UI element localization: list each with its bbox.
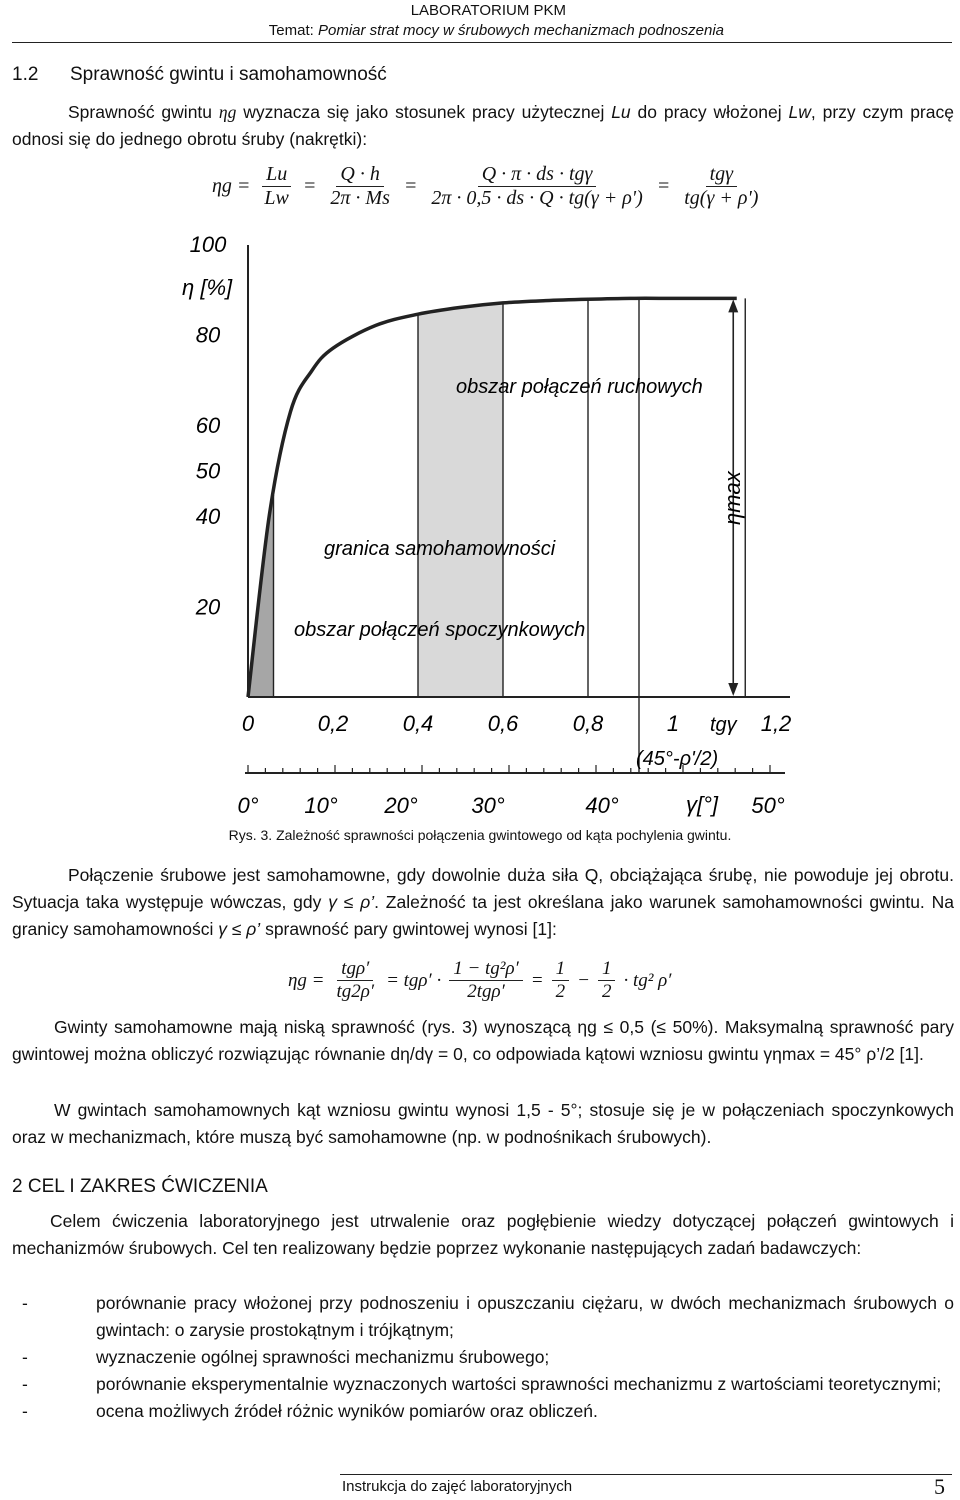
efficiency-chart bbox=[170, 225, 810, 825]
x-tick-label: 1 bbox=[666, 711, 680, 736]
y-tick-label: 80 bbox=[195, 322, 221, 348]
para2-text-a: Połączenie śrubowe jest samohamowne, gdy dowolnie duża siła Q, obciążająca śrubę, nie powoduje jej obrotu. Sytuacja taka występuje wówczas, gdy bbox=[12, 865, 954, 912]
intro-text-c: do pracy włożonej bbox=[630, 102, 789, 122]
self-lock-label: granica samohamowności bbox=[324, 538, 556, 560]
y-tick-label: 40 bbox=[195, 503, 221, 529]
formula2-frac4: $\frac{1}{2}$ bbox=[598, 958, 616, 1003]
eta-max-label: ηmax bbox=[720, 471, 745, 525]
x-tick-label: 1,2 bbox=[760, 711, 792, 736]
x-tick-label: 0,4 bbox=[402, 711, 434, 736]
list-item: - porównanie eksperymentalnie wyznaczonych wartości sprawności mechanizmu z wartościami teoretycznymi; bbox=[22, 1374, 942, 1394]
formula2-frac1: $\frac{\text{tgρ′}}{tg2\rho'}$ bbox=[336, 958, 375, 1002]
x-tg-label: tgγ bbox=[710, 714, 737, 736]
angle-note: (45°-ρ'/2) bbox=[636, 748, 719, 770]
thread-angle-paragraph: W gwintach samohamownych kąt wzniosu gwintu wynosi 1,5 - 5°; stosuje się je w połączeniach spoczynkowych oraz w mechanizmach, które muszą być samohamowne (np. w podnośnikach śrubowych). bbox=[12, 1100, 954, 1147]
footer-rule bbox=[340, 1474, 952, 1475]
x-tick-label: 0 bbox=[241, 711, 255, 736]
formula1-frac1: $\frac{Lu}{Lw}$ bbox=[260, 163, 292, 210]
intro-text-d: , przy czym pracę odnosi się do jednego obrotu śruby (nakrętki): bbox=[12, 102, 954, 149]
intro-text-b: wyznacza się jako stosunek pracy użytecznej bbox=[236, 102, 612, 122]
deg-tick-label: 20° bbox=[384, 793, 418, 818]
header-topic-text: Pomiar strat mocy w śrubowych mechanizmach podnoszenia bbox=[317, 22, 724, 39]
limit-efficiency-formula: ηg = $\frac{\text{tgρ′}}{tg2\rho'}$ = tgρ′ · $\frac{\text{1 − tg²ρ′}}{\text{2tgρ′}}$ = $\frac{1}{2}$ − $\frac{1}{2}$ · tg² ρ′ bbox=[288, 958, 672, 1002]
deg-tick-label: 50° bbox=[751, 793, 785, 818]
section-number: 1.2 bbox=[12, 64, 39, 85]
formula1-frac3: $\frac{\text{Q · π · ds · tgγ}}{2\pi \cdot 0,5 \cdot ds \cdot Q \cdot tg(\gamma + \rho')}$ bbox=[431, 163, 643, 209]
x-tick-labels bbox=[242, 711, 791, 736]
formula2-frac3: $\frac{1}{2}$ bbox=[552, 958, 570, 1003]
lu-symbol: Lu bbox=[611, 102, 631, 122]
deg-tick-label: 40° bbox=[585, 793, 619, 818]
x-tick-label: 0,6 bbox=[487, 711, 519, 736]
formula1-frac2: $\frac{Q \cdot h}{2\pi \cdot Ms}$ bbox=[330, 163, 390, 209]
header-lab: LABORATORIUM PKM bbox=[410, 2, 566, 19]
max-efficiency-paragraph: Gwinty samohamowne mają niską sprawność (rys. 3) wynoszącą ηg ≤ 0,5 (≤ 50%). Maksymalną sprawność pary gwintowej można obliczyć rozwiązując równanie dη/dγ = 0, co odpowiada kątowi wzniosu gwintu γηmax = 45° ρ’/2 [1]. bbox=[12, 1017, 954, 1064]
formula1-frac4: $\frac{\text{tgγ}}{tg(\gamma + \rho')}$ bbox=[684, 163, 759, 209]
y-axis-label: η [%] bbox=[182, 275, 233, 300]
x-tick-label: 0,8 bbox=[572, 711, 604, 736]
deg-tick-label: 10° bbox=[304, 793, 338, 818]
list-item: - ocena możliwych źródeł różnic wyników pomiarów oraz obliczeń. bbox=[22, 1401, 598, 1421]
region-rest-label: obszar połączeń spoczynkowych bbox=[294, 619, 586, 641]
formula1-lhs: ηg = bbox=[212, 175, 251, 197]
region-motion-label: obszar połączeń ruchowych bbox=[456, 376, 703, 398]
formula2-lhs: ηg = bbox=[288, 969, 325, 991]
section2-title: 2 CEL I ZAKRES ĆWICZENIA bbox=[12, 1176, 268, 1197]
self-locking-paragraph bbox=[12, 862, 954, 943]
arrow-head-bottom bbox=[728, 683, 738, 696]
x-deg-label: γ[°] bbox=[686, 792, 719, 817]
efficiency-formula: ηg = $\frac{Lu}{Lw}$ = $\frac{Q \cdot h}{2\pi \cdot Ms}$ = $\frac{\text{Q · π · ds · tgγ}}{2\pi \cdot 0,5 \cdot ds \cdot Q \cdot tg(\gamma + \rho')}$ = $\frac{\text{tgγ}}{tg(\gamma + \rho')}$ bbox=[212, 163, 762, 210]
formula2-frac2: $\frac{\text{1 − tg²ρ′}}{\text{2tgρ′}}$ bbox=[449, 958, 523, 1003]
header-rule bbox=[12, 42, 952, 43]
para2-text-c: sprawność pary gwintowej wynosi [1]: bbox=[260, 919, 557, 939]
figure-caption: Rys. 3. Zależność sprawności połączenia gwintowego od kąta pochylenia gwintu. bbox=[228, 827, 732, 843]
x-tick-label: 0,2 bbox=[317, 711, 349, 736]
header-topic-prefix: Temat: bbox=[268, 22, 318, 39]
footer-text: Instrukcja do zajęć laboratoryjnych bbox=[342, 1478, 573, 1495]
self-lock-condition: γ ≤ ρ’ bbox=[328, 892, 375, 912]
intro-paragraph bbox=[12, 99, 954, 153]
list-item: - wyznaczenie ogólnej sprawności mechanizmu śrubowego; bbox=[22, 1347, 550, 1367]
y-tick-label: 100 bbox=[189, 232, 227, 257]
page-number: 5 bbox=[934, 1474, 945, 1499]
header-topic bbox=[0, 22, 724, 39]
eta-g-symbol: ηg bbox=[218, 102, 237, 122]
arrow-head-top bbox=[728, 299, 738, 312]
y-tick-label: 20 bbox=[195, 594, 221, 620]
deg-tick-label: 30° bbox=[471, 793, 505, 818]
deg-tick-label: 0° bbox=[237, 793, 259, 818]
section-title: Sprawność gwintu i samohamowność bbox=[70, 64, 387, 85]
self-lock-condition-2: γ ≤ ρ’ bbox=[218, 919, 261, 939]
task-list bbox=[12, 1290, 954, 1425]
y-tick-label: 50 bbox=[195, 458, 221, 484]
section2-intro: Celem ćwiczenia laboratoryjnego jest utrwalenie oraz pogłębienie wiedzy dotyczącej połączeń gwintowych i mechanizmów śrubowych. Cel ten realizowany będzie poprzez wykonanie następujących zadań badawczych: bbox=[12, 1211, 954, 1258]
list-item: - porównanie pracy włożonej przy podnoszeniu i opuszczaniu ciężaru, w dwóch mechanizmach śrubowych o gwintach: o zarysie prostokątnym i trójkątnym; bbox=[22, 1293, 954, 1340]
intro-text-a: Sprawność gwintu bbox=[68, 102, 219, 122]
para2-text-b: . Zależność ta jest określana jako warunek samohamowności gwintu. Na granicy samohamowności bbox=[12, 892, 954, 939]
y-tick-label: 60 bbox=[195, 413, 221, 439]
lw-symbol: Lw bbox=[788, 102, 811, 122]
